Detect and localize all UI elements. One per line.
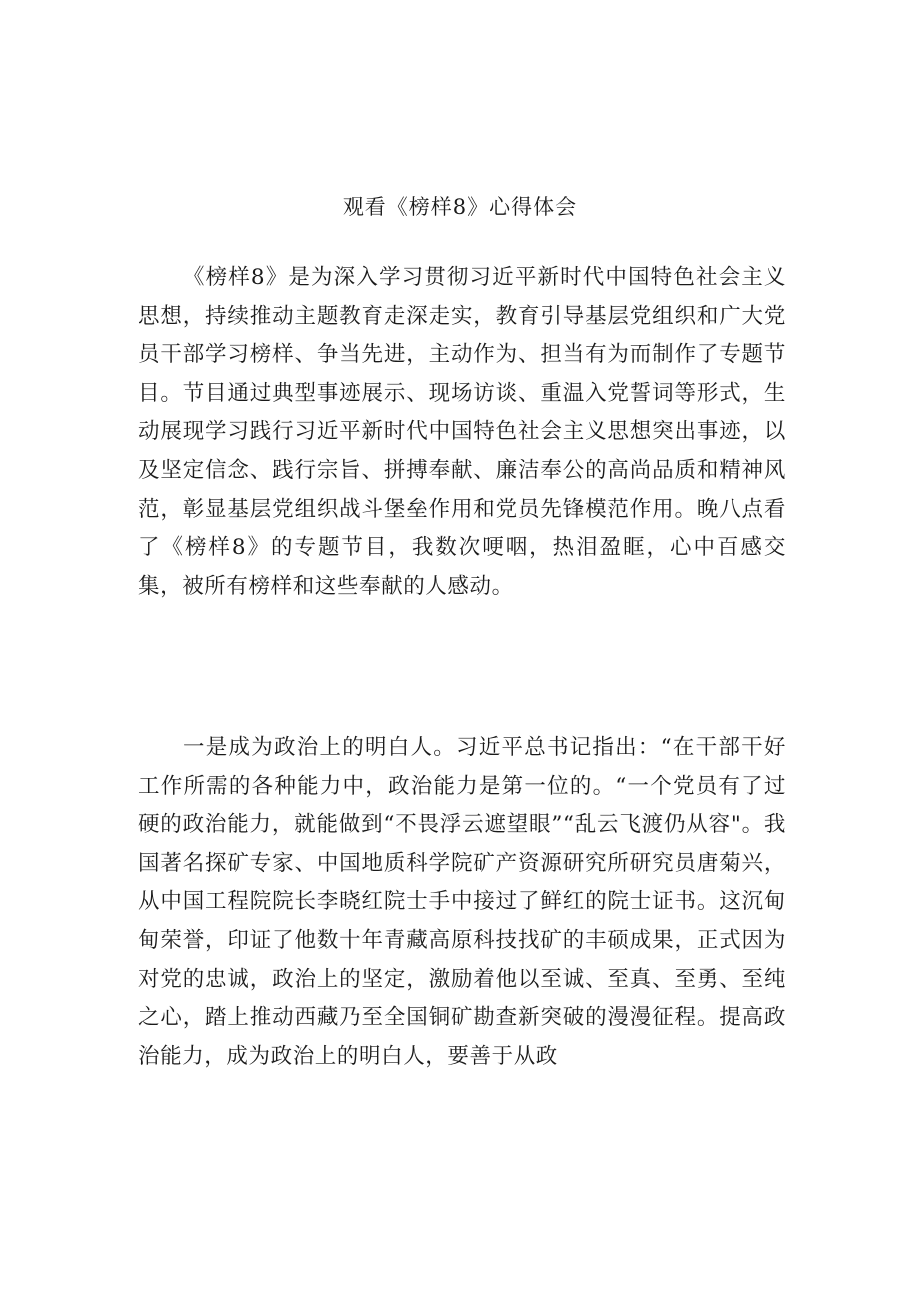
paragraph-intro: 《榜样8》是为深入学习贯彻习近平新时代中国特色社会主义思想，持续推动主题教育走深走实，教育引导基层党组织和广大党员干部学习榜样、争当先进，主动作为、担当有为而制作了专题节目。节目通过典型事迹展示、现场访谈、重温入党誓词等形式，生动展现学习践行习近平新时代中国特色社会主义思想突出事迹，以及坚定信念、践行宗旨、拼搏奉献、廉洁奉公的高尚品质和精神风范，彰显基层党组织战斗堡垒作用和党员先锋模范作用。晚八点看了《榜样8》的专题节目，我数次哽咽，热泪盈眶，心中百感交集，被所有榜样和这些奉献的人感动。 [138, 265, 786, 599]
document-title: 观看《榜样8》心得体会 [342, 195, 578, 219]
paragraph-point-one: 一是成为政治上的明白人。习近平总书记指出：“在干部干好工作所需的各种能力中，政治能力是第一位的。“一个党员有了过硬的政治能力，就能做到“不畏浮云遮望眼”“乱云飞渡仍从容"。我国著名探矿专家、中国地质科学院矿产资源研究所研究员唐菊兴，从中国工程院院长李晓红院士手中接过了鲜红的院士证书。这沉甸甸荣誉，印证了他数十年青藏高原科技找矿的丰硕成果，正式因为对党的忠诚，政治上的坚定，激励着他以至诚、至真、至勇、至纯之心，踏上推动西藏乃至全国铜矿勘查新突破的漫漫征程。提高政治能力，成为政治上的明白人，要善于从政 [138, 735, 786, 1069]
